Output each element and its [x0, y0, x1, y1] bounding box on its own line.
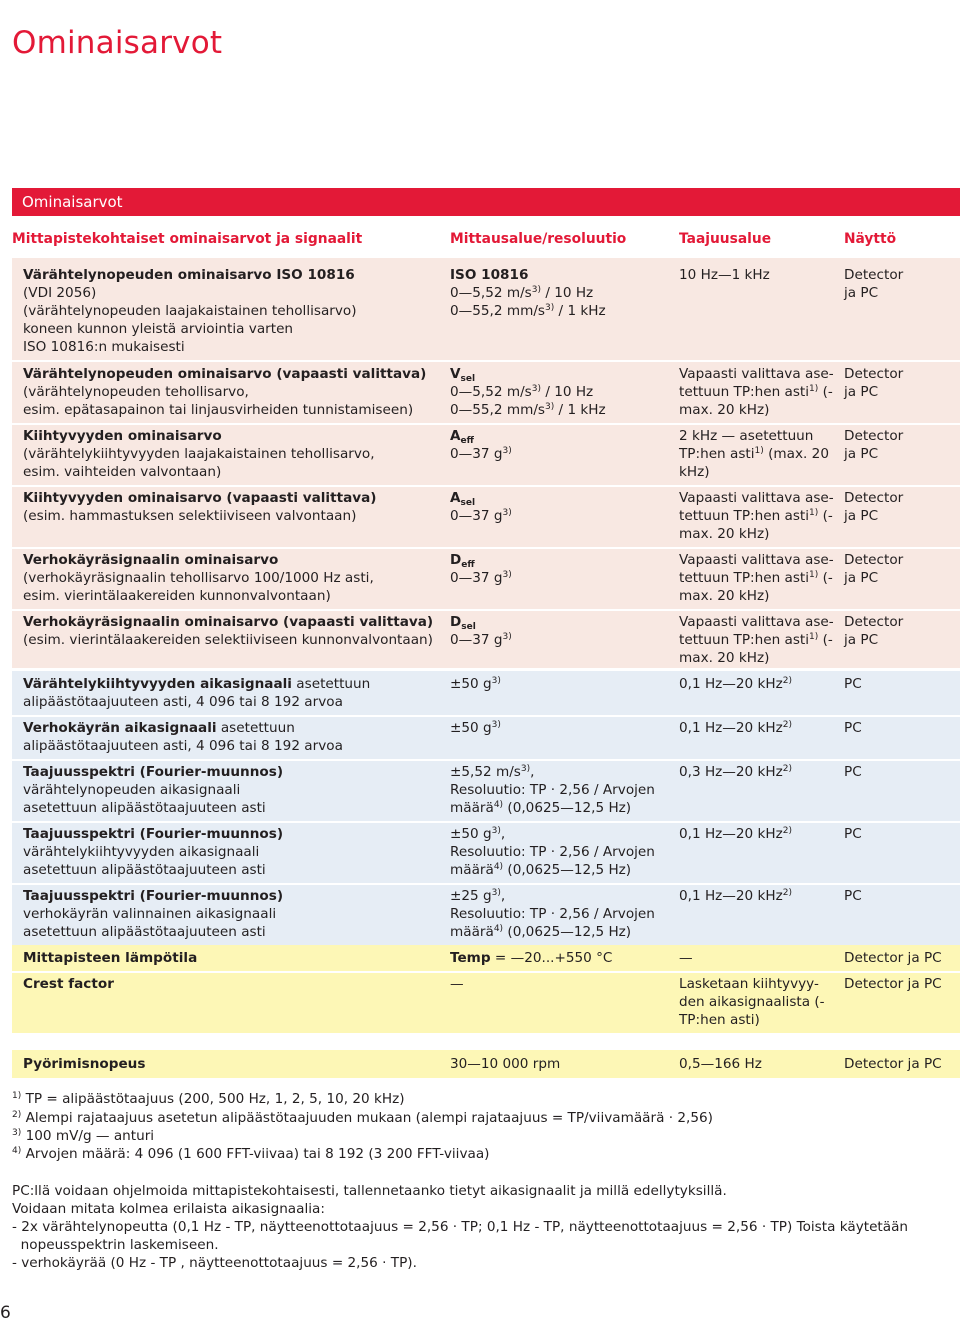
- page-title: Ominaisarvot: [12, 24, 223, 61]
- column-header-frequency: Taajuusalue: [679, 231, 772, 247]
- row-title: Mittapisteen lämpötila: [23, 950, 198, 966]
- row-divider: [12, 759, 960, 761]
- row-title: Taajuusspektri (Fourier-muunnos): [23, 888, 284, 904]
- row-title: Verhokäyrän aikasignaali: [23, 720, 217, 736]
- row-title: Crest factor: [23, 976, 114, 992]
- row-divider: [12, 609, 960, 611]
- footnote: $^{2)}$ Alempi rajataajuus asetetun alipäästötaajuuden mukaan (alempi rajataajuus = TP/viivamäärä · 2,56): [12, 1110, 713, 1126]
- section-header: Ominaisarvot: [12, 188, 960, 216]
- row-title: Pyörimisnopeus: [23, 1056, 146, 1072]
- row-title: Värähtelynopeuden ominaisarvo ISO 10816: [23, 267, 355, 283]
- note-text: Voidaan mitata kolmea erilaista aikasignaalia:: [12, 1201, 325, 1217]
- row-divider: [12, 971, 960, 973]
- footnote: $^{4)}$ Arvojen määrä: 4 096 (1 600 FFT-viivaa) tai 8 192 (3 200 FFT-viivaa): [12, 1146, 490, 1162]
- row-divider: [12, 360, 960, 362]
- row-title: Kiihtyvyyden ominaisarvo: [23, 428, 222, 444]
- row-title: Kiihtyvyyden ominaisarvo (vapaasti valittava): [23, 490, 377, 506]
- page-number: 6: [0, 1303, 11, 1323]
- footnote: $^{1)}$ TP = alipäästötaajuus (200, 500 Hz, 1, 2, 5, 10, 20 kHz): [12, 1091, 405, 1107]
- note-text: - verhokäyrää (0 Hz - TP , näytteenottotaajuus = 2,56 · TP).: [12, 1255, 417, 1271]
- row-divider: [12, 485, 960, 487]
- row-title: Värähtelynopeuden ominaisarvo (vapaasti valittava): [23, 366, 427, 382]
- column-header-range: Mittausalue/resoluutio: [450, 231, 627, 247]
- row-divider: [12, 883, 960, 885]
- column-header-signals: Mittapistekohtaiset ominaisarvot ja signaalit: [12, 231, 363, 247]
- column-header-display: Näyttö: [844, 231, 897, 247]
- note-text: PC:llä voidaan ohjelmoida mittapistekohtaisesti, tallennetaanko tietyt aikasignaalit ja millä edellytyksillä.: [12, 1183, 727, 1199]
- row-divider: [12, 423, 960, 425]
- row-title: Värähtelykiihtyvyyden aikasignaali: [23, 676, 292, 692]
- row-title: Verhokäyräsignaalin ominaisarvo: [23, 552, 279, 568]
- row-title: Taajuusspektri (Fourier-muunnos): [23, 764, 284, 780]
- note-text: nopeusspektrin laskemiseen.: [12, 1237, 219, 1253]
- row-divider: [12, 821, 960, 823]
- footnote: $^{3)}$ 100 mV/g — anturi: [12, 1128, 155, 1144]
- row-title: Taajuusspektri (Fourier-muunnos): [23, 826, 284, 842]
- note-text: - 2x värähtelynopeutta (0,1 Hz - TP, näytteenottotaajuus = 2,56 · TP; 0,1 Hz - TP, näytteenottotaajuus = 2,56 · TP) Toista käytetään: [12, 1219, 909, 1235]
- row-title: Verhokäyräsignaalin ominaisarvo (vapaasti valittava): [23, 614, 434, 630]
- row-divider: [12, 547, 960, 549]
- row-divider: [12, 715, 960, 717]
